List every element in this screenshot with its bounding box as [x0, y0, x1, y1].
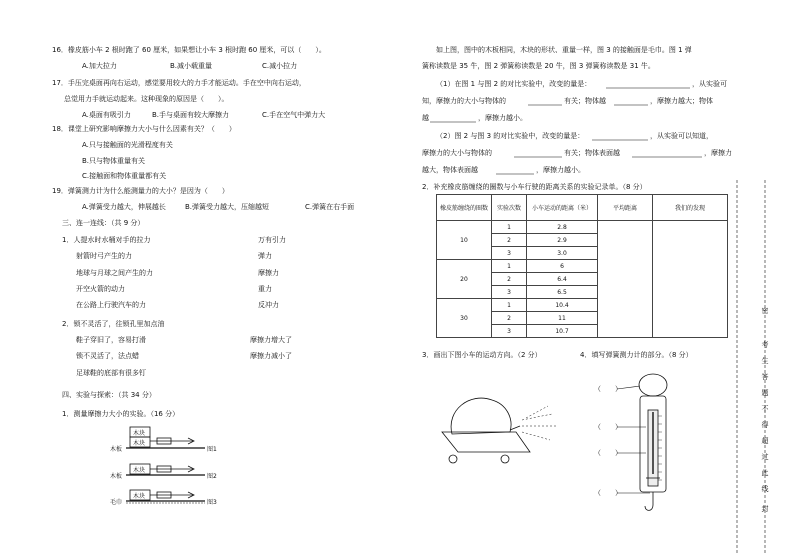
- match2-title: 2．锁不灵活了，往锁孔里加点油: [62, 320, 165, 328]
- header-finding: 我们的发现: [653, 195, 728, 221]
- turns-cell: 10: [437, 221, 492, 260]
- turns-cell: 20: [437, 260, 492, 299]
- distance-cell: 10.7: [527, 325, 598, 338]
- q16-option-b: B.减小载重量: [170, 62, 213, 70]
- match1-right-3: 摩擦力: [258, 269, 279, 277]
- q16-stem: 16．橡皮筋小车 2 根时跑了 60 厘米，如果想让小车 3 根时跑 60 厘米，可以（ ）。: [52, 46, 326, 54]
- scale-blank-1[interactable]: （ ）: [594, 385, 622, 393]
- q16-option-c: C.减小拉力: [262, 62, 298, 70]
- margin-char-mi: 密: [761, 307, 769, 315]
- match2-left-2: 锁不灵活了，法点蜡: [76, 352, 139, 360]
- part2-a: （2）图 2 与图 3 的对比实验中，改变的量是：: [436, 132, 585, 140]
- trial-cell: 3: [492, 286, 527, 299]
- scale-blank-4[interactable]: （ ）: [594, 489, 622, 497]
- trial-cell: 3: [492, 325, 527, 338]
- part2-c: 摩擦力的大小与物体的: [422, 149, 492, 157]
- q18-option-a: A.只与接触面的光滑程度有关: [82, 141, 173, 149]
- part2-g: ，摩擦力越小。: [536, 166, 585, 174]
- q17-option-c: C.手在空气中弹力大: [262, 111, 326, 119]
- figure-1-board-label: 木板: [110, 446, 123, 453]
- part2-d: 有关；物体表面越: [564, 149, 620, 157]
- trial-cell: 1: [492, 260, 527, 273]
- part1-f: 越: [422, 114, 429, 122]
- margin-char: 线: [761, 485, 769, 493]
- q17-option-a: A.桌面有吸引力: [82, 111, 131, 119]
- header-distance: 小车运动的距离（米）: [527, 195, 598, 221]
- trial-cell: 3: [492, 247, 527, 260]
- distance-cell: 2.8: [527, 221, 598, 234]
- part2-e: ，摩擦力: [704, 149, 732, 157]
- margin-char-feng: 封: [761, 505, 769, 513]
- distance-cell: 2.9: [527, 234, 598, 247]
- q17-stem-2: 总觉用力手就运动起来。这种现象的原因是（ ）。: [64, 95, 229, 103]
- scale-blank-2[interactable]: （ ）: [594, 423, 622, 431]
- match1-right-2: 弹力: [258, 252, 272, 260]
- match2-right-1: 摩擦力增大了: [250, 336, 292, 344]
- figure-1-label: 图1: [207, 446, 217, 453]
- match1-left-1: 射箭时弓产生的力: [76, 252, 132, 260]
- figure-1-block-label-top: 木块: [133, 430, 146, 437]
- q19-option-a: A.弹簧受力越大，伸展越长: [82, 203, 166, 211]
- distance-cell: 11: [527, 312, 598, 325]
- section-4-title: 四、实验与探索：（共 34 分）: [62, 391, 156, 399]
- q19-stem: 19．弹簧测力计为什么能测量力的大小？是因为（ ）: [52, 187, 229, 195]
- q16-option-a: A.加大拉力: [82, 62, 117, 70]
- match1-right-5: 反冲力: [258, 301, 279, 309]
- margin-char: 得: [761, 421, 769, 429]
- part1-c: 知，摩擦力的大小与物体的: [422, 97, 506, 105]
- part1-g: ，摩擦力越小。: [478, 114, 527, 122]
- match1-title: 1．人提水时水桶对手的拉力: [62, 236, 151, 244]
- margin-char: 题: [761, 389, 769, 397]
- match1-left-4: 在公路上行驶汽车的力: [76, 301, 146, 309]
- q19-option-c: C.弹簧在右手面: [305, 203, 355, 211]
- turns-cell: 30: [437, 299, 492, 338]
- trial-cell: 1: [492, 221, 527, 234]
- margin-char: 生: [761, 357, 769, 365]
- distance-cell: 6: [527, 260, 598, 273]
- distance-cell: 6.5: [527, 286, 598, 299]
- q18-option-c: C.接触面和物体重量都有关: [82, 172, 167, 180]
- figure-3-block-label: 木块: [133, 493, 146, 500]
- q17-option-b: B.手与桌面有较大摩擦力: [152, 111, 230, 119]
- figure-2-block-label: 木块: [133, 467, 146, 474]
- q17-stem: 17．手压完桌面再向右运动，感觉要用较大的力手才能运动。手在空中向右运动，: [52, 79, 306, 87]
- trial-cell: 2: [492, 273, 527, 286]
- q19-option-b: B.弹簧受力越大，压缩越短: [185, 203, 270, 211]
- figure-2-label: 图2: [207, 473, 217, 480]
- intro-line-2: 簧称读数是 35 牛，图 2 弹簧称读数是 20 牛，图 3 弹簧称读数是 31 牛。: [422, 62, 655, 70]
- scale-blank-3[interactable]: （ ）: [594, 449, 622, 457]
- match2-right-2: 摩擦力减小了: [250, 352, 292, 360]
- match1-right-1: 万有引力: [258, 236, 286, 244]
- part1-d: 有关；物体越: [564, 97, 606, 105]
- margin-char: 过: [761, 453, 769, 461]
- part1-a: （1）在图 1 与图 2 的对比实验中，改变的量是：: [436, 80, 592, 88]
- margin-char: 答: [761, 373, 769, 381]
- margin-char: 考: [761, 341, 769, 349]
- figure-3-towel-label: 毛巾: [110, 499, 123, 506]
- question-2-title: 2．补充橡皮筋缠绕的圈数与小车行驶的距离关系的实验记录单。（8 分）: [422, 183, 647, 191]
- header-average: 平均距离: [598, 195, 653, 221]
- trial-cell: 2: [492, 234, 527, 247]
- question-3-title: 3．画出下图小车的运动方向。（2 分）: [422, 351, 542, 359]
- part2-f: 越大，物体表面越: [422, 166, 478, 174]
- figure-1-block-label: 木块: [133, 440, 146, 447]
- question-4-title: 4．填写弹簧测力计的部分。（8 分）: [580, 351, 693, 359]
- match1-left-2: 地球与月球之间产生的力: [76, 269, 153, 277]
- distance-cell: 3.0: [527, 247, 598, 260]
- header-turns: 橡皮筋缠绕的圈数: [437, 195, 492, 221]
- distance-cell: 6.4: [527, 273, 598, 286]
- q18-option-b: B.只与物体重量有关: [82, 157, 146, 165]
- part1-b: ，从实验可: [692, 80, 727, 88]
- match1-right-4: 重力: [258, 285, 272, 293]
- figure-2-board-label: 木板: [110, 473, 123, 480]
- margin-char: 超: [761, 437, 769, 445]
- header-trial: 实验次数: [492, 195, 527, 221]
- trial-cell: 1: [492, 299, 527, 312]
- margin-char: 不: [761, 405, 769, 413]
- section-3-title: 三、连一连线：（共 9 分）: [62, 219, 145, 227]
- experiment-1-title: 1．测量摩擦力大小的实验。（16 分）: [62, 410, 180, 418]
- match1-left-3: 开空火箭的动力: [76, 285, 125, 293]
- trial-cell: 2: [492, 312, 527, 325]
- part1-e: ，摩擦力越大；物体: [650, 97, 713, 105]
- intro-line-1: 如上图，图中的木板相同，木块的形状、重量一样，图 3 的接触面是毛巾。图 1 弹: [436, 46, 692, 54]
- q18-stem: 18．课堂上研究影响摩擦力大小与什么因素有关？（ ）: [52, 125, 236, 133]
- figure-3-label: 图3: [207, 499, 217, 506]
- distance-cell: 10.4: [527, 299, 598, 312]
- match2-left-1: 鞋子穿旧了，容易打滑: [76, 336, 146, 344]
- match2-left-3: 足球鞋的底部有很多钉: [76, 369, 146, 377]
- part2-b: ，从实验可以知道，: [650, 132, 713, 140]
- margin-char: 此: [761, 469, 769, 477]
